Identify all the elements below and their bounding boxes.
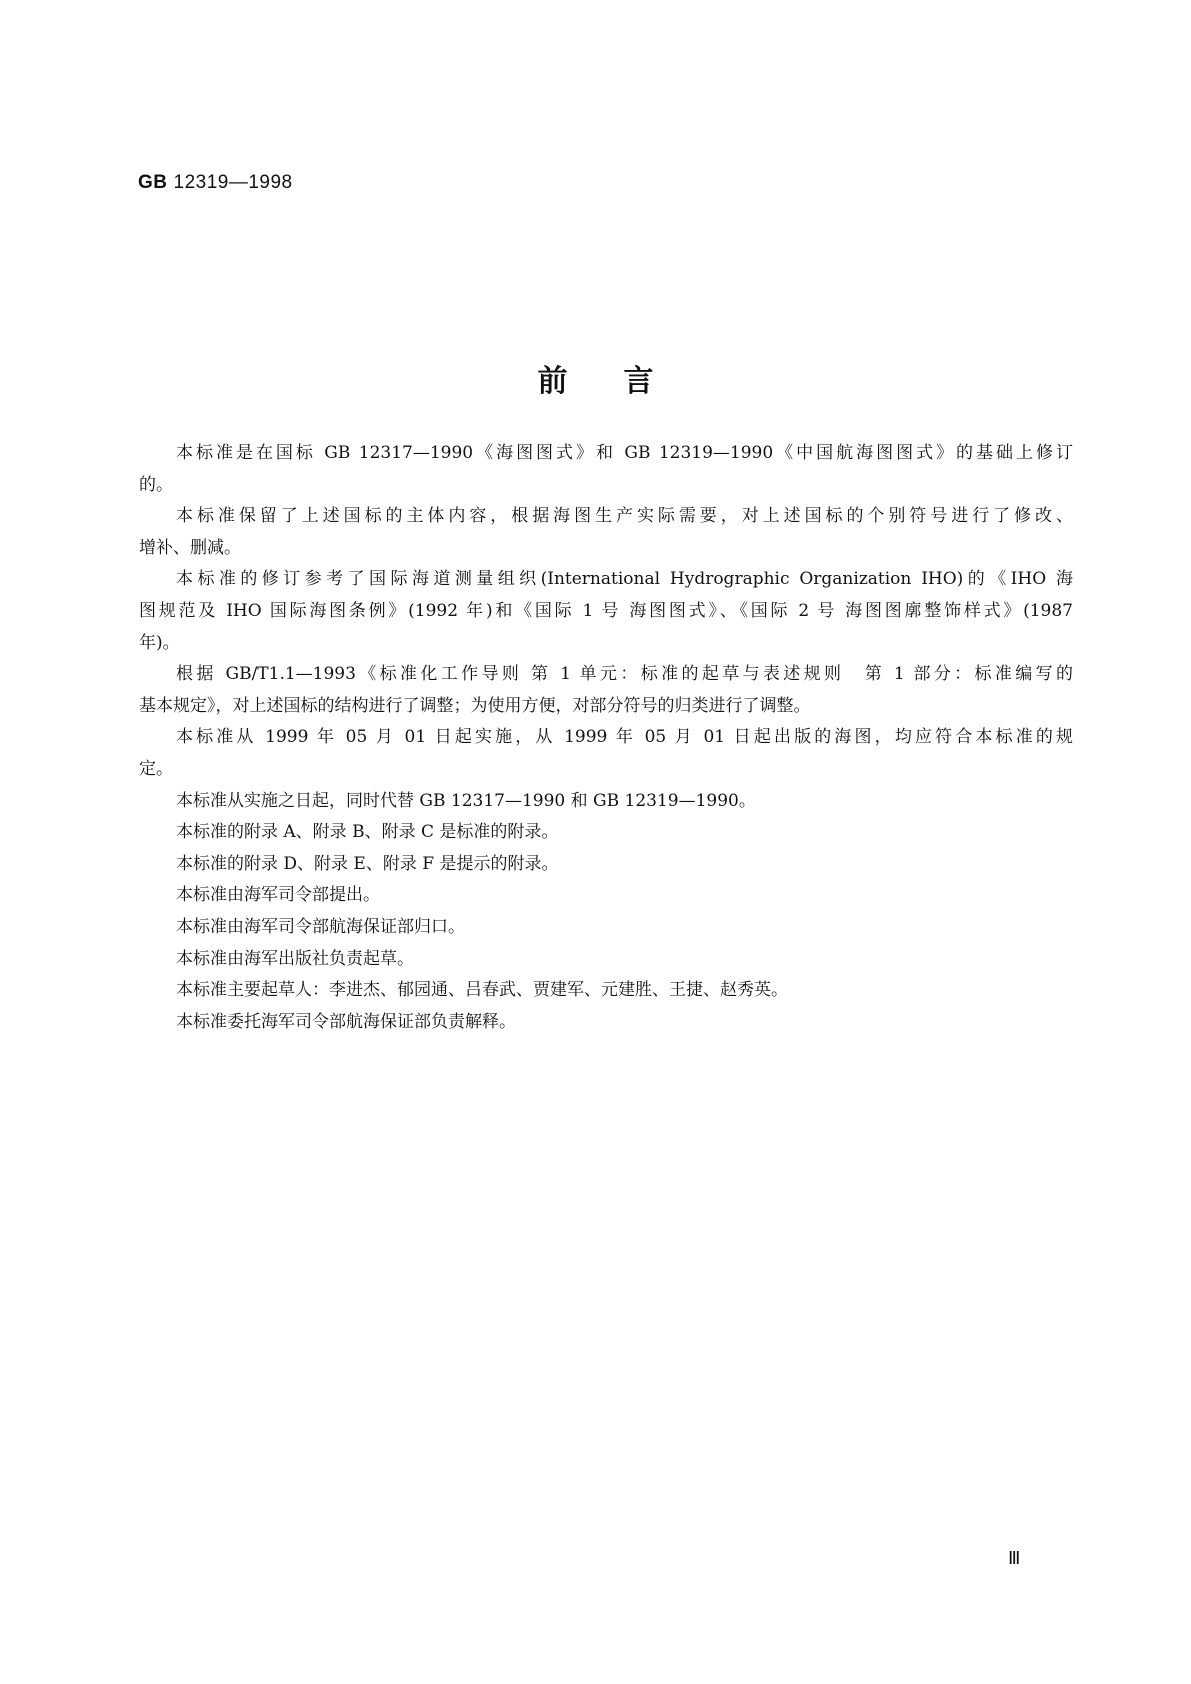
paragraph-line: 本标准委托海军司令部航海保证部负责解释。 xyxy=(176,1011,516,1032)
paragraph xyxy=(139,817,1073,849)
paragraph xyxy=(139,722,1073,785)
paragraph-line: 根据 GB/T1.1—1993《标准化工作导则 第 1 单元：标准的起草与表述规则 第 1 部分：标准编写的 xyxy=(176,664,1073,685)
page-number: Ⅲ xyxy=(1008,1548,1021,1568)
paragraph xyxy=(139,501,1073,564)
paragraph-line: 定。 xyxy=(139,758,173,779)
paragraph-line: 本标准的修订参考了国际海道测量组织(International Hydrographic Organization IHO)的《IHO 海 xyxy=(176,569,1073,590)
paragraph xyxy=(139,564,1073,659)
paragraph xyxy=(139,659,1073,722)
paragraph xyxy=(139,912,1073,944)
page-title: 前言 xyxy=(537,364,710,399)
paragraph-line: 本标准由海军出版社负责起草。 xyxy=(176,948,414,969)
paragraph-line: 增补、删减。 xyxy=(139,537,241,558)
foreword-body xyxy=(139,438,1073,1038)
paragraph-line: 本标准从实施之日起，同时代替 GB 12317—1990 和 GB 12319—1990。 xyxy=(176,790,756,811)
paragraph-line: 的。 xyxy=(139,474,173,495)
paragraph xyxy=(139,849,1073,881)
paragraph-line: 本标准保留了上述国标的主体内容，根据海图生产实际需要，对上述国标的个别符号进行了修改、 xyxy=(176,506,1073,527)
paragraph xyxy=(139,1007,1073,1039)
paragraph xyxy=(139,880,1073,912)
paragraph xyxy=(139,944,1073,976)
paragraph-line: 本标准的附录 A、附录 B、附录 C 是标准的附录。 xyxy=(176,822,559,843)
paragraph-line: 年)。 xyxy=(139,632,180,653)
paragraph-line: 本标准的附录 D、附录 E、附录 F 是提示的附录。 xyxy=(176,853,559,874)
paragraph xyxy=(139,975,1073,1007)
paragraph-line: 本标准主要起草人：李进杰、郁园通、吕春武、贾建军、元建胜、王捷、赵秀英。 xyxy=(176,980,788,1001)
standard-number-header xyxy=(138,172,293,194)
paragraph-line: 本标准是在国标 GB 12317—1990《海图图式》和 GB 12319—1990《中国航海图图式》的基础上修订 xyxy=(176,443,1073,463)
paragraph-line: 本标准由海军司令部航海保证部归口。 xyxy=(176,916,465,937)
paragraph xyxy=(139,438,1073,501)
paragraph-line: 基本规定》，对上述国标的结构进行了调整；为使用方便，对部分符号的归类进行了调整。 xyxy=(139,695,811,716)
paragraph-line: 本标准从 1999 年 05 月 01 日起实施，从 1999 年 05 月 01 日起出版的海图，均应符合本标准的规 xyxy=(176,727,1073,748)
standard-prefix: GB xyxy=(138,172,168,193)
standard-number: 12319—1998 xyxy=(173,172,293,193)
paragraph xyxy=(139,786,1073,818)
paragraph-line: 本标准由海军司令部提出。 xyxy=(176,885,380,906)
paragraph-line: 图规范及 IHO 国际海图条例》(1992 年)和《国际 1 号 海图图式》、《国际 2 号 海图图廓整饰样式》(1987 xyxy=(139,600,1073,621)
